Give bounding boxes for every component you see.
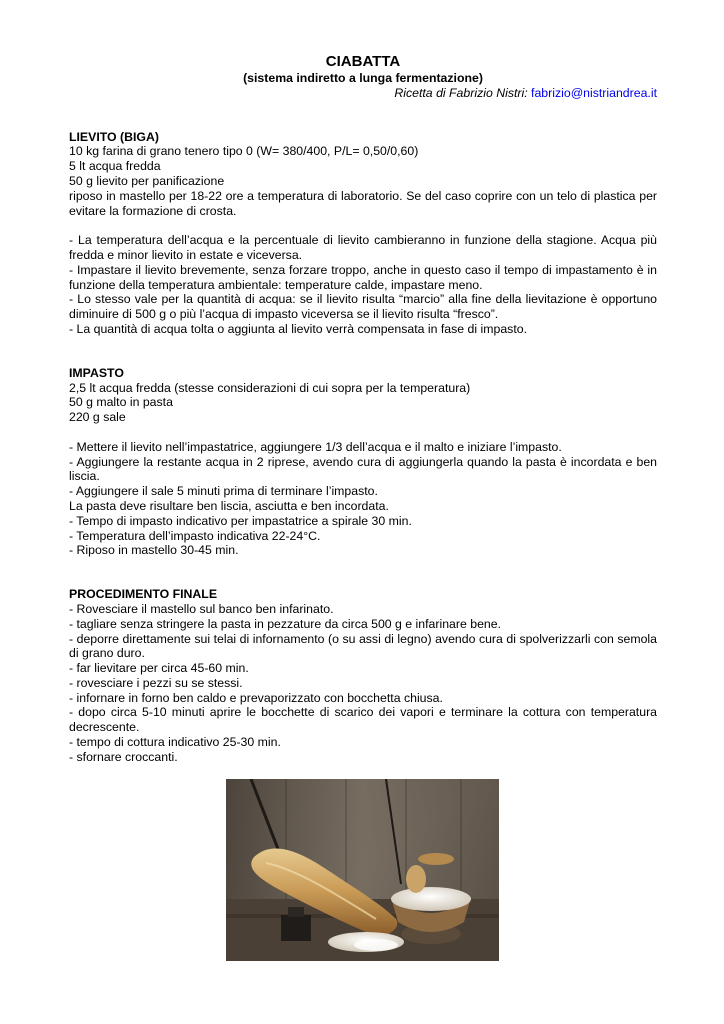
impasto-step: - Aggiungere il sale 5 minuti prima di terminare l’impasto. [69, 484, 378, 499]
section-heading-impasto: IMPASTO [69, 365, 124, 380]
impasto-ingredient: 220 g sale [69, 410, 126, 425]
procedimento-step: - infornare in forno ben caldo e prevaporizzato con bocchetta chiusa. [69, 690, 443, 705]
impasto-ingredient: 50 g malto in pasta [69, 395, 173, 410]
lievito-note: - La quantità di acqua tolta o aggiunta al lievito verrà compensata in fase di impasto. [69, 321, 527, 336]
bread-photo [226, 779, 499, 961]
procedimento-step: - Rovesciare il mastello sul banco ben infarinato. [69, 601, 334, 616]
spacer [69, 425, 657, 440]
lievito-note: - Impastare il lievito brevemente, senza forzare troppo, anche in questo caso il tempo di impastamento è in funzione della temperatura ambientale: temperature calde, impastare meno. [69, 262, 657, 292]
procedimento-step: - tagliare senza stringere la pasta in pezzature da circa 500 g e infarinare bene. [69, 616, 502, 631]
procedimento-step: - sfornare croccanti. [69, 749, 178, 764]
procedimento-step: - rovesciare i pezzi su se stessi. [69, 675, 243, 690]
spacer [69, 218, 657, 233]
impasto-step: - Temperatura dell’impasto indicativa 22-24°C. [69, 528, 321, 543]
lievito-note: - La temperatura dell’acqua e la percentuale di lievito cambieranno in funzione della stagione. Acqua più fredda e minor lievito in estate e viceversa. [69, 233, 657, 262]
section-heading-lievito: LIEVITO (BIGA) [69, 129, 159, 144]
procedimento-step: - dopo circa 5-10 minuti aprire le bocchette di scarico dei vapori e terminare la cottura con temperatura decrescente. [69, 705, 657, 735]
author-prefix: Ricetta di Fabrizio Nistri: [394, 85, 532, 100]
lievito-ingredient: 50 g lievito per panificazione [69, 173, 225, 188]
lievito-rest: riposo in mastello per 18-22 ore a temperatura di laboratorio. Se del caso coprire con un telo di plastica per evitare la formazione di crosta. [69, 188, 657, 218]
page-title: CIABATTA [325, 53, 401, 70]
recipe-document [69, 52, 657, 765]
procedimento-step: - far lievitare per circa 45-60 min. [69, 661, 249, 676]
author-line [69, 86, 657, 101]
impasto-ingredient: 2,5 lt acqua fredda (stesse considerazioni di cui sopra per la temperatura) [69, 380, 471, 395]
section-heading-procedimento: PROCEDIMENTO FINALE [69, 587, 218, 602]
impasto-step: - Aggiungere la restante acqua in 2 riprese, avendo cura di aggiungerla quando la pasta è incordata e ben liscia. [69, 454, 657, 484]
impasto-step: - Tempo di impasto indicativo per impastatrice a spirale 30 min. [69, 513, 412, 528]
lievito-ingredient: 5 lt acqua fredda [69, 159, 161, 174]
impasto-step: - Mettere il lievito nell’impastatrice, aggiungere 1/3 dell’acqua e il malto e iniziare l’impasto. [69, 439, 562, 454]
author-email-link[interactable]: fabrizio@nistriandrea.it [531, 85, 657, 100]
lievito-note: - Lo stesso vale per la quantità di acqua: se il lievito risulta “marcio” alla fine della lievitazione è opportuno diminuire di 500 g o più l’acqua di impasto viceversa se il lievito risulta “fresco”. [69, 292, 657, 322]
procedimento-step: - tempo di cottura indicativo 25-30 min. [69, 735, 281, 750]
procedimento-step: - deporre direttamente sui telai di infornamento (o su assi di legno) avendo cura di spolverizzarli con semola di grano duro. [69, 631, 657, 661]
impasto-step: La pasta deve risultare ben liscia, asciutta e ben incordata. [69, 498, 389, 513]
lievito-ingredient: 10 kg farina di grano tenero tipo 0 (W= 380/400, P/L= 0,50/0,60) [69, 144, 419, 159]
impasto-step: - Riposo in mastello 30-45 min. [69, 543, 239, 558]
page-subtitle: (sistema indiretto a lunga fermentazione) [243, 71, 483, 85]
